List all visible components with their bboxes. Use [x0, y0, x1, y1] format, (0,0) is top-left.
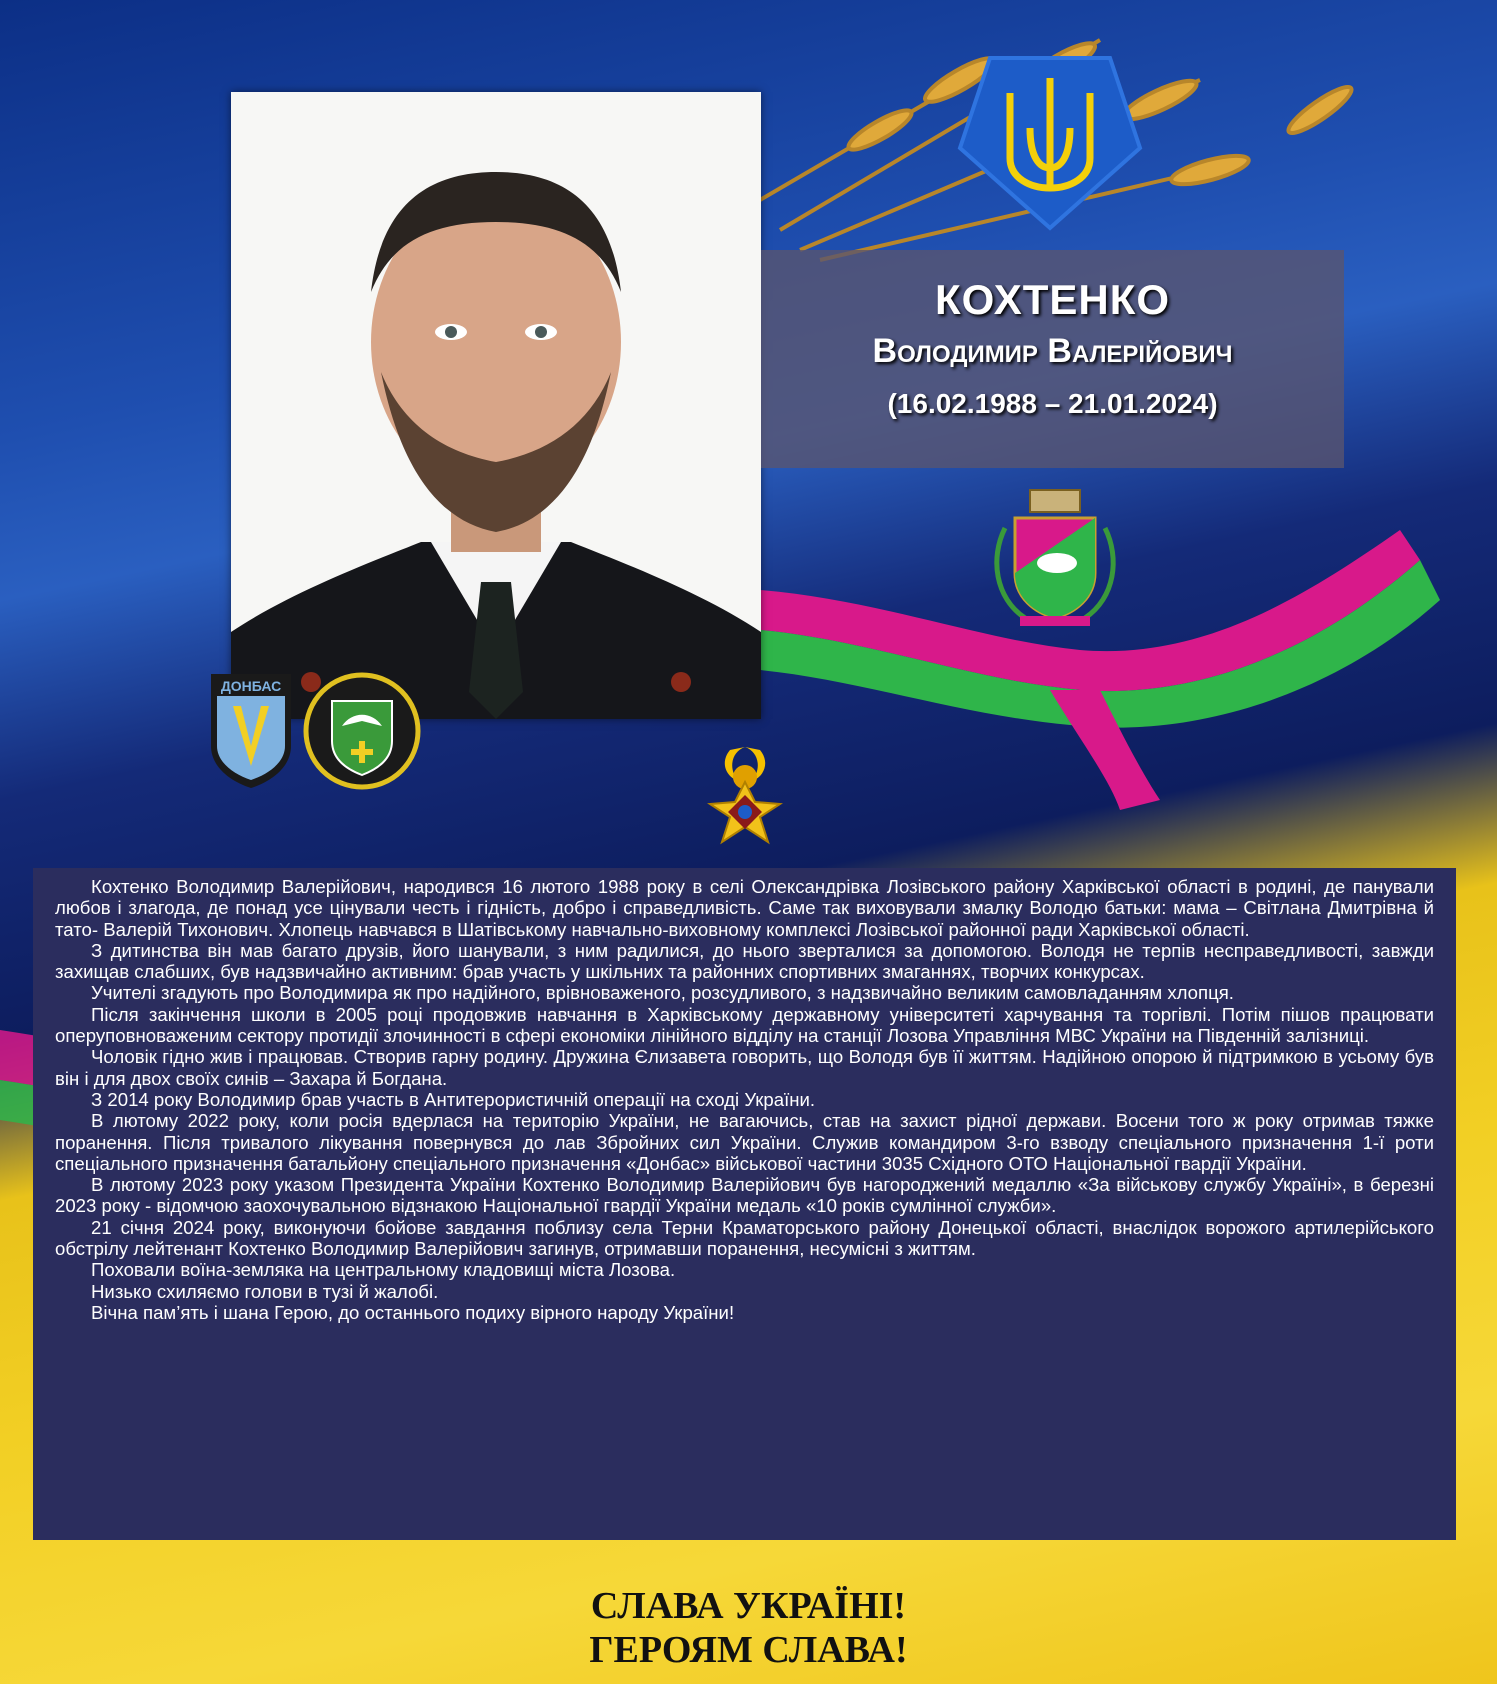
bio-paragraph: З дитинства він мав багато друзів, його шанували, з ним радилися, до нього зверталися за допомогою. Володя не терпів несправедливості, завжди захищав слабших, був надзвичайно активним: брав участь у шкільних та районних спортивних змаганнях, творчих конкурсах.: [55, 939, 1434, 983]
bio-paragraph: Вічна пам’ять і шана Герою, до останнього подиху вірного народу України!: [91, 1301, 735, 1323]
bio-paragraph: Поховали воїна-земляка на центральному кладовищі міста Лозова.: [91, 1259, 676, 1281]
portrait-image: [231, 92, 761, 719]
bio-paragraph: З 2014 року Володимир брав участь в Антитерористичній операції на сході України.: [91, 1088, 816, 1110]
lozova-city-coat-of-arms-icon: [985, 488, 1125, 628]
hero-portrait: [231, 92, 761, 719]
biography-panel: [33, 868, 1456, 1540]
name-plaque: [761, 250, 1344, 468]
bio-paragraph: Після закінчення школи в 2005 році продовжив навчання в Харківському державному університеті харчування та торгівлі. Потім пішов працювати оперуповноваженим сектору протидії злочинності в сфері економіки лінійного відділу на станції Лозова Управління МВС України на Південній залізниці.: [55, 1003, 1434, 1047]
slogan-line-2: ГЕРОЯМ СЛАВА!: [589, 1629, 908, 1671]
national-guard-emblem-icon: [700, 742, 790, 852]
bio-paragraph: Чоловік гідно жив і працював. Створив гарну родину. Дружина Єлизавета говорить, що Володя був її життям. Надійною опорою й підтримкою в усьому був він і для двох своїх синів – Захара й Богдана.: [55, 1046, 1434, 1089]
bio-paragraph: Кохтенко Володимир Валерійович, народився 16 лютого 1988 року в селі Олександрівка Лозівського району Харківської області в родині, де панували любов і злагода, де понад усе цінували честь і гідність, добро і справедливість. Саме так виховували змалку Володю батьки: мама – Світлана Дмитрівна й тато- Валерій Тихонович. Хлопець навчався в Шатівському навчально-виховному комплексі Лозівської районної ради Харківської області.: [55, 876, 1434, 940]
bio-paragraph: В лютому 2023 року указом Президента України Кохтенко Володимир Валерійович був нагороджений медаллю «За військову службу Україні», в березні 2023 року - відомчою заохочувальною відзнакою Національної гвардії України медаль «10 років сумлінної служби».: [55, 1174, 1434, 1217]
bio-paragraph: Низько схиляємо голови в тузі й жалобі.: [91, 1280, 439, 1302]
svg-text:ДОНБАС: ДОНБАС: [220, 678, 282, 694]
bio-paragraph: Учителі згадують про Володимира як про надійного, врівноваженого, розсудливого, з надзвичайно великим самовладанням хлопця.: [91, 982, 1234, 1004]
hero-surname: КОХТЕНКО: [934, 276, 1171, 323]
bio-paragraph: 21 січня 2024 року, виконуючи бойове завдання поблизу села Терни Краматорського району Донецької області, внаслідок ворожого артилерійського обстрілу лейтенант Кохтенко Володимир Валерійович загинув, отримавши поранення, несумісні з життям.: [55, 1216, 1434, 1260]
unit-round-patch-icon: [302, 671, 422, 791]
hero-life-dates: (16.02.1988 – 21.01.2024): [887, 388, 1218, 419]
bio-paragraph: В лютому 2022 року, коли росія вдерлася на територію України, не вагаючись, став на захист рідної держави. Восени того ж року отримав тяжке поранення. Після тривалого лікування повернувся до лав Збройних сил України. Служив командиром 3-го взводу спеціального призначення 1-ї роти спеціального призначення батальйону спеціального призначення «Донбас» військової частини 3035 Східного ОТО Національної гвардії України.: [55, 1110, 1434, 1174]
slogan-line-1: СЛАВА УКРАЇНІ!: [590, 1585, 907, 1627]
donbas-battalion-patch-icon: [203, 666, 299, 790]
hero-given-names: Володимир Валерійович: [872, 332, 1233, 370]
trident-shield-icon: [950, 38, 1150, 238]
